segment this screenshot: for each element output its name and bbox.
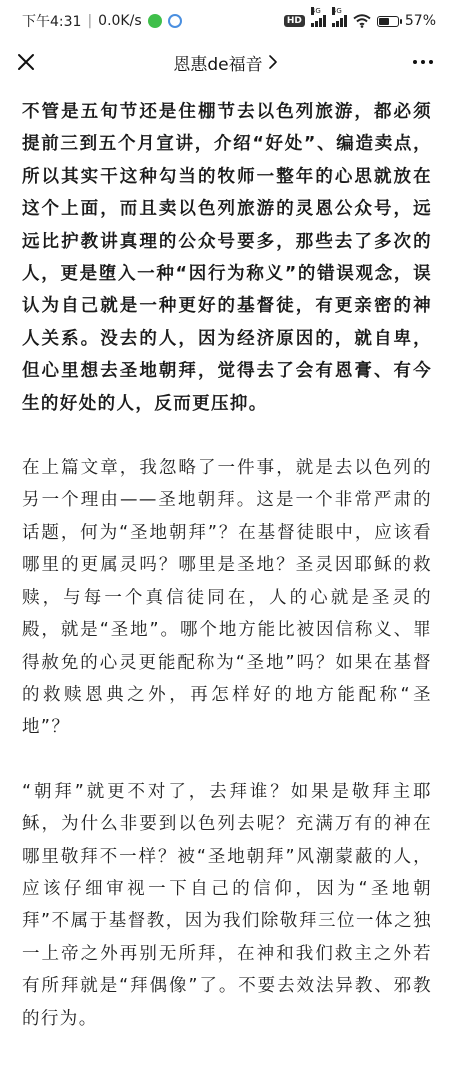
network-speed: 0.0K/s [98, 13, 142, 29]
status-divider: | [87, 13, 93, 29]
more-icon-dot [421, 60, 425, 64]
article-paragraph: 不管是五旬节还是住棚节去以色列旅游，都必须提前三到五个月宣讲，介绍“好处”、编造卖点，所以其实干这种勾当的牧师一整年的心思就放在这个上面，而且卖以色列旅游的灵恩公众号，远远比护教讲真理的公众号要多，那些去了多次的人，更是堕入一种“因行为称义”的错误观念，误认为自己就是一种更好的基督徒，有更亲密的神人关系。没去的人，因为经济原因的，就自卑，但心里想去圣地朝拜，觉得去了会有恩膏、有今生的好处的人，反而更压抑。 [22, 102, 432, 414]
more-icon-dot [429, 60, 433, 64]
close-button[interactable] [14, 50, 38, 74]
more-button[interactable] [410, 50, 436, 74]
article-body [22, 96, 432, 1067]
nav-bar [0, 42, 450, 82]
status-right [284, 7, 436, 29]
signal-label: 4G [310, 7, 321, 15]
hd-badge: HD [284, 15, 305, 27]
close-icon [17, 53, 35, 71]
chevron-right-icon [269, 55, 277, 69]
article-paragraph: “朝拜”就更不对了，去拜谁？如果是敬拜主耶稣，为什么非要到以色列去呢？充满万有的神在哪里敬拜不一样？被“圣地朝拜”风潮蒙蔽的人，应该仔细审视一下自己的信仰，因为“圣地朝拜”不属于基督教，因为我们除敬拜三位一体之独一上帝之外再别无所拜，在神和我们救主之外若有所拜就是“拜偶像”了。不要去效法异教、邪教的行为。 [22, 781, 432, 1029]
app-notification-icon-2 [168, 14, 182, 28]
battery-percent: 57% [404, 13, 436, 29]
article-paragraph: 在上篇文章，我忽略了一件事，就是去以色列的另一个理由——圣地朝拜。这是一个非常严肃的话题，何为“圣地朝拜”？在基督徒眼中，应该看哪里的更属灵吗？哪里是圣地？圣灵因耶稣的救赎，与每一个真信徒同在，人的心就是圣灵的殿，就是“圣地”。哪个地方能比被因信称义、罪得赦免的心灵更能配称为“圣地”吗？如果在基督的救赎恩典之外，再怎样好的地方能配称“圣地”？ [22, 458, 432, 738]
account-title: 恩惠de福音 [173, 54, 263, 75]
status-left [22, 11, 182, 31]
signal-label-2: 4G [331, 7, 342, 15]
status-bar [0, 0, 450, 42]
status-time: 下午4:31 [22, 14, 82, 30]
battery-fill [379, 18, 389, 25]
account-title-link[interactable] [173, 50, 276, 75]
signal-icon [310, 7, 326, 27]
more-icon-dot [413, 60, 417, 64]
battery-icon [377, 16, 399, 27]
wifi-icon [353, 14, 371, 28]
signal-icon-2 [331, 7, 347, 27]
app-notification-icon [148, 14, 162, 28]
